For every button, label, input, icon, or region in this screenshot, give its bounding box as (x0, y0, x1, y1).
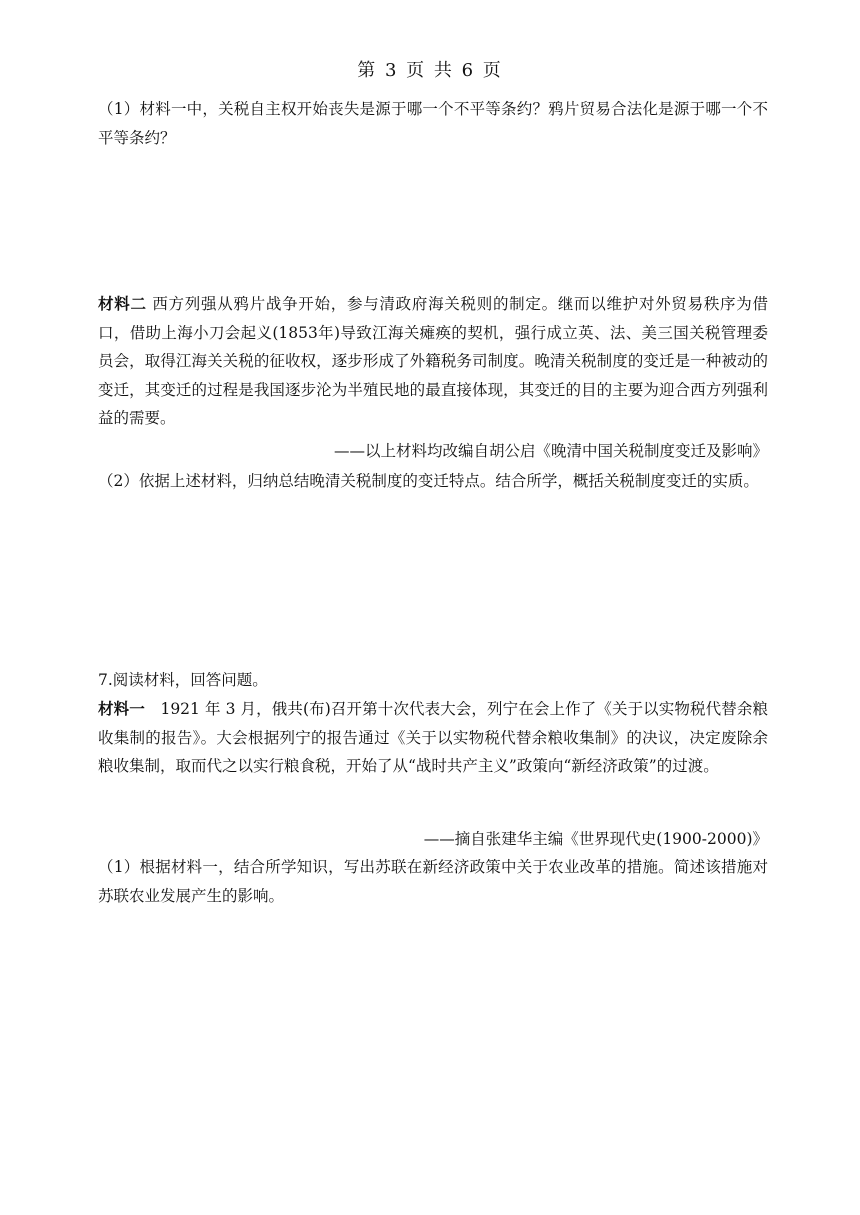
question-6-2: （2）依据上述材料，归纳总结晚清关税制度的变迁特点。结合所学，概括关税制度变迁的实质。 (98, 472, 759, 490)
question-6-1: （1）材料一中，关税自主权开始丧失是源于哪一个不平等条约？鸦片贸易合法化是源于哪一个不平等条约？ (98, 100, 768, 147)
question-7-title: 7.阅读材料，回答问题。 (98, 671, 268, 689)
material-2-body: 西方列强从鸦片战争开始，参与清政府海关税则的制定。继而以维护对外贸易秩序为借口，借助上海小刀会起义(1853年)导致江海关瘫痪的契机，强行成立英、法、美三国关税管理委员会，取得江海关关税的征收权，逐步形成了外籍税务司制度。晚清关税制度的变迁是一种被动的变迁，其变迁的过程是我国逐步沦为半殖民地的最直接体现，其变迁的目的主要为迎合西方列强利益的需要。 (98, 295, 768, 427)
q7-material-1-paragraph (98, 695, 768, 781)
question-7-1: （1）根据材料一，结合所学知识，写出苏联在新经济政策中关于农业改革的措施。简述该措施对苏联农业发展产生的影响。 (98, 858, 768, 905)
q7-material-1-source: ——摘自张建华主编《世界现代史(1900-2000)》 (423, 830, 768, 848)
q7-material-1-body: 1921 年 3 月，俄共(布)召开第十次代表大会，列宁在会上作了《关于以实物税代替余粮收集制的报告》。大会根据列宁的报告通过《关于以实物税代替余粮收集制》的决议，决定废除余粮收集制，取而代之以实行粮食税，开始了从“战时共产主义”政策向“新经济政策”的过渡。 (98, 700, 768, 775)
q7-material-1-label: 材料一 (98, 699, 145, 718)
material-2-label: 材料二 (98, 294, 147, 313)
page-number-header: 第 3 页 共 6 页 (357, 60, 503, 81)
material-2-source: ——以上材料均改编自胡公启《晚清中国关税制度变迁及影响》 (333, 442, 768, 460)
material-2-paragraph (98, 290, 768, 433)
